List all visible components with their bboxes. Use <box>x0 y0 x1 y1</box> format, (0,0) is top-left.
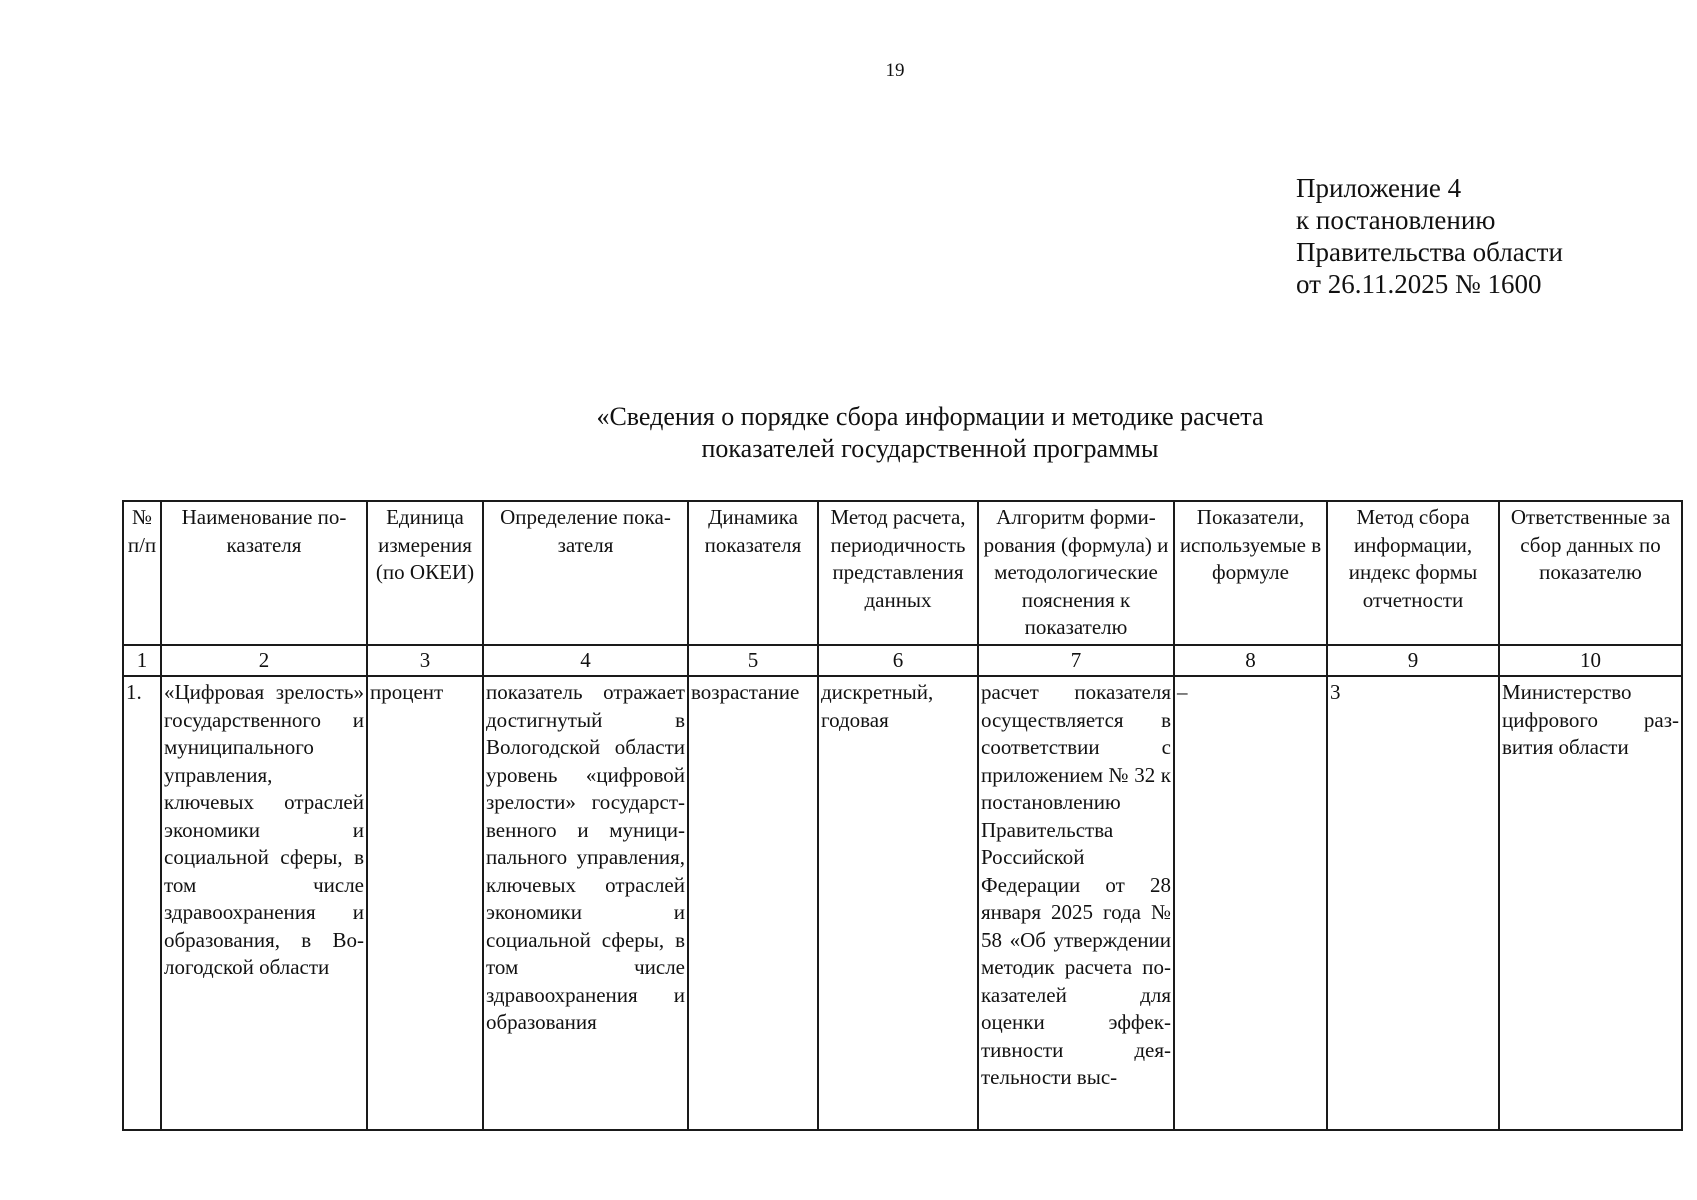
appendix-reference <box>1296 172 1563 300</box>
cell-definition: показатель отражает достигнутый в Вологодской области уровень «цифровой зрелости» государственного и муниципального управления, ключевых отраслей экономики и социальной сферы, в том числе здравоохранения и образования <box>483 676 688 1130</box>
column-number: 10 <box>1499 645 1682 676</box>
column-number: 1 <box>123 645 161 676</box>
column-number: 3 <box>367 645 483 676</box>
header-definition: Определение показателя <box>483 501 688 645</box>
header-dynamics: Динамика показателя <box>688 501 818 645</box>
cell-dynamics: возрастание <box>688 676 818 1130</box>
appendix-line: к постановлению <box>1296 205 1496 235</box>
table-row <box>123 676 1682 1130</box>
header-collection-method: Метод сбора информации, индекс формы отчетности <box>1327 501 1499 645</box>
appendix-line: от 26.11.2025 № 1600 <box>1296 269 1542 299</box>
header-calc-method: Метод расчета, периодичность представления данных <box>818 501 978 645</box>
cell-algorithm: расчет показателя осуществляется в соответствии с приложением № 32 к постановлению Правительства Российской Федерации от 28 января 2025 года № 58 «Об утверждении методик расчета показателей для оценки эффективности деятельности выс- <box>978 676 1174 1130</box>
column-numbers-row <box>123 645 1682 676</box>
header-algorithm: Алгоритм формирования (формула) и методологические пояснения к показателю <box>978 501 1174 645</box>
title-line: показателей государственной программы <box>701 434 1159 463</box>
header-responsible: Ответственные за сбор данных по показателю <box>1499 501 1682 645</box>
column-number: 9 <box>1327 645 1499 676</box>
cell-number: 1. <box>123 676 161 1130</box>
cell-indicator-name: «Цифровая зрелость» государственного и муниципального управления, ключевых отраслей экономики и социальной сферы, в том числе здравоохранения и образования, в Вологодской области <box>161 676 367 1130</box>
header-number: № п/п <box>123 501 161 645</box>
title-line: «Сведения о порядке сбора информации и методике расчета <box>596 402 1264 431</box>
table-header-row <box>123 501 1682 645</box>
column-number: 5 <box>688 645 818 676</box>
column-number: 8 <box>1174 645 1327 676</box>
cell-collection-method: 3 <box>1327 676 1499 1130</box>
column-number: 2 <box>161 645 367 676</box>
page-number: 19 <box>885 60 905 81</box>
column-number: 4 <box>483 645 688 676</box>
cell-formula-indicators: – <box>1174 676 1327 1130</box>
column-number: 6 <box>818 645 978 676</box>
document-title <box>400 401 1460 465</box>
cell-unit: процент <box>367 676 483 1130</box>
appendix-line: Правительства области <box>1296 237 1563 267</box>
cell-responsible: Министерство цифрового развития области <box>1499 676 1682 1130</box>
header-unit: Единица измерения (по ОКЕИ) <box>367 501 483 645</box>
cell-calc-method: дискретный, годовая <box>818 676 978 1130</box>
header-indicator-name: Наименование показателя <box>161 501 367 645</box>
appendix-line: Приложение 4 <box>1296 173 1462 203</box>
column-number: 7 <box>978 645 1174 676</box>
indicators-table <box>122 500 1683 1131</box>
header-formula-indicators: Показатели, используемые в формуле <box>1174 501 1327 645</box>
